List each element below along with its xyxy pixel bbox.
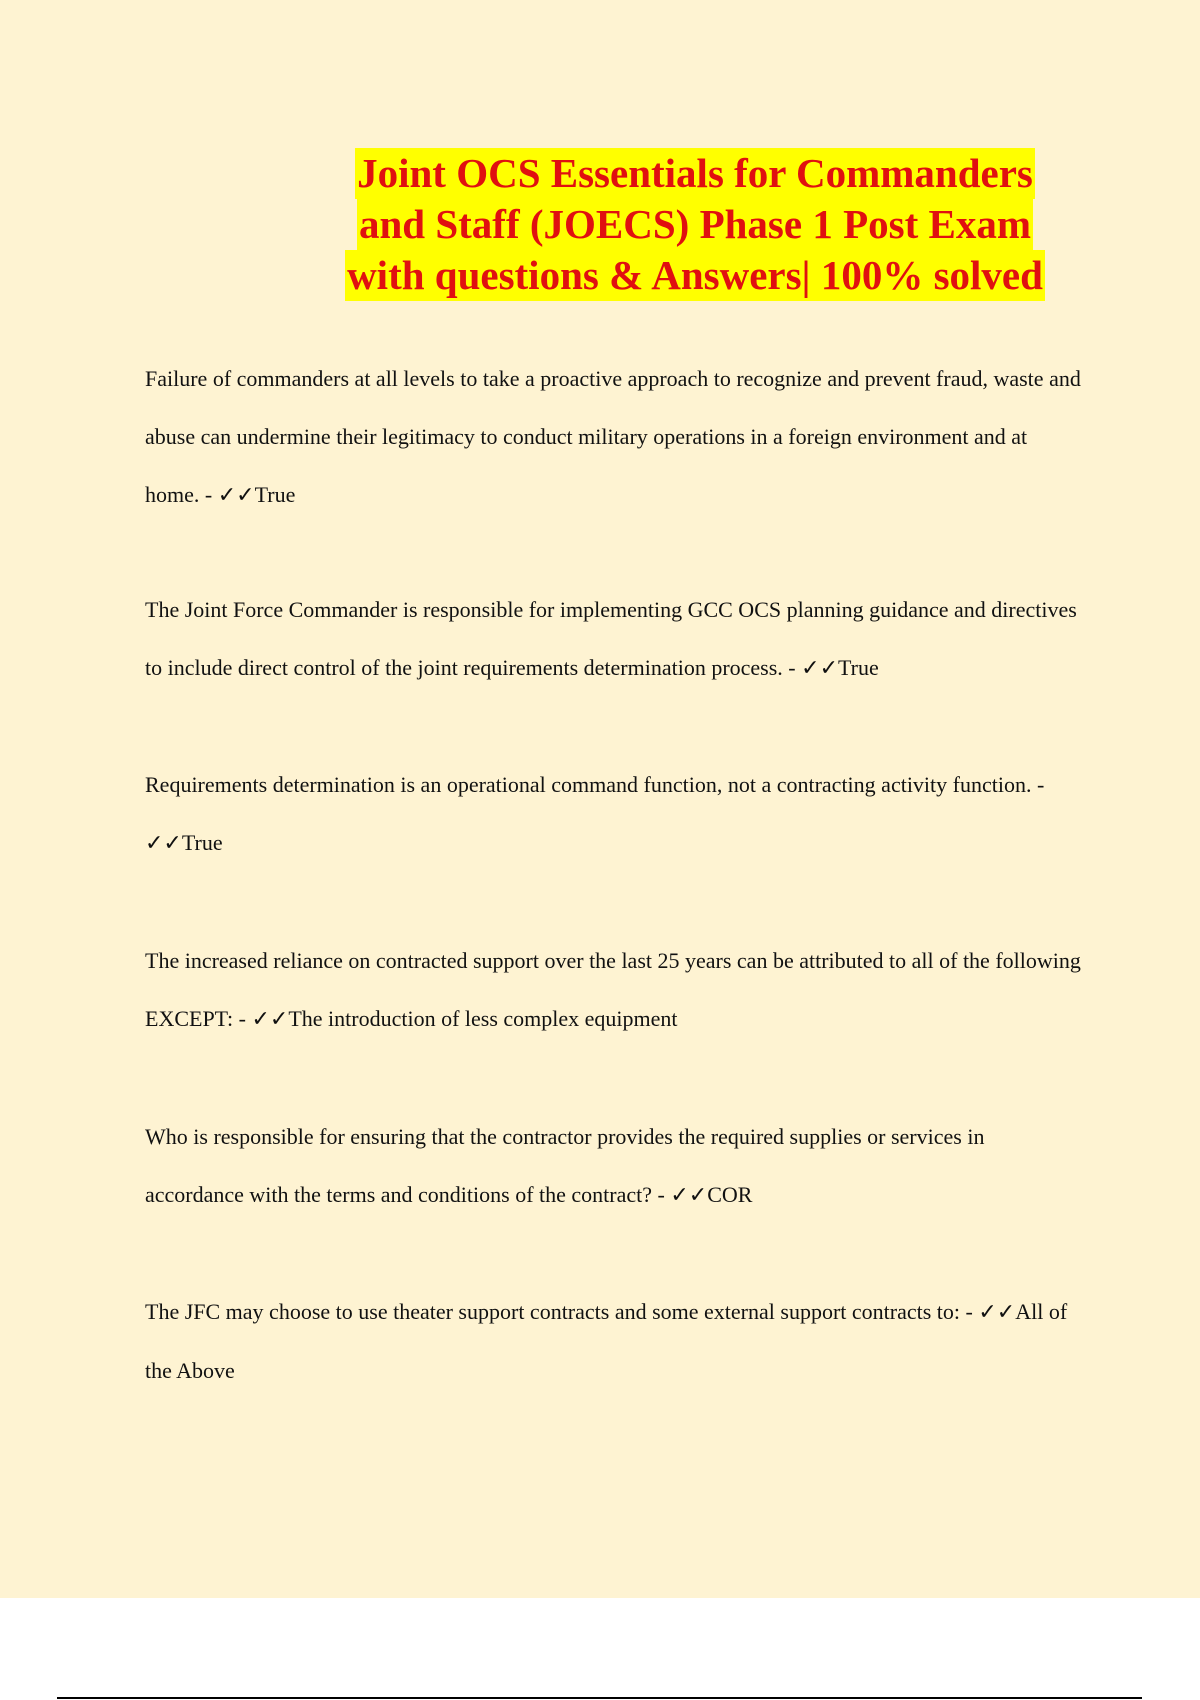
title-line: Joint OCS Essentials for Commanders (355, 148, 1035, 199)
qa-item (145, 350, 1085, 525)
check-mark-icon: ✓✓ (217, 483, 255, 508)
check-mark-icon: ✓✓ (251, 1007, 289, 1032)
check-mark-icon: ✓✓ (978, 1300, 1016, 1325)
qa-item (145, 581, 1085, 698)
qa-item (145, 1283, 1085, 1400)
qa-item (145, 756, 1085, 873)
answer-text: True (181, 830, 223, 855)
answer-text: The introduction of less complex equipment (288, 1006, 678, 1031)
title-line: with questions & Answers| 100% solved (345, 250, 1045, 301)
check-mark-icon: ✓✓ (145, 831, 182, 856)
question-text: Failure of commanders at all levels to take a proactive approach to recognize and prevent fraud, waste and abuse can undermine their legitimacy to conduct military operations in a foreign environment and at home. - (145, 366, 1081, 507)
title-line: and Staff (JOECS) Phase 1 Post Exam (357, 199, 1033, 250)
page-divider (57, 1697, 1142, 1699)
question-text: The increased reliance on contracted support over the last 25 years can be attributed to all of the following EXCEPT: - (145, 948, 1081, 1031)
question-text: Requirements determination is an operational command function, not a contracting activity function. - (145, 772, 1045, 797)
qa-item (145, 932, 1085, 1049)
document-title (300, 148, 1090, 301)
question-text: The JFC may choose to use theater support contracts and some external support contracts to: - (145, 1299, 979, 1324)
answer-text: True (838, 655, 879, 680)
check-mark-icon: ✓✓ (801, 656, 839, 681)
check-mark-icon: ✓✓ (670, 1183, 708, 1208)
answer-text: All of the Above (145, 1299, 1068, 1383)
answer-text: COR (707, 1182, 753, 1207)
qa-item (145, 1108, 1085, 1225)
answer-text: True (254, 482, 296, 507)
question-text: Who is responsible for ensuring that the contractor provides the required supplies or services in accordance with the terms and conditions of the contract? - (145, 1124, 985, 1207)
question-text: The Joint Force Commander is responsible for implementing GCC OCS planning guidance and directives to include direct control of the joint requirements determination process. - (145, 597, 1077, 680)
